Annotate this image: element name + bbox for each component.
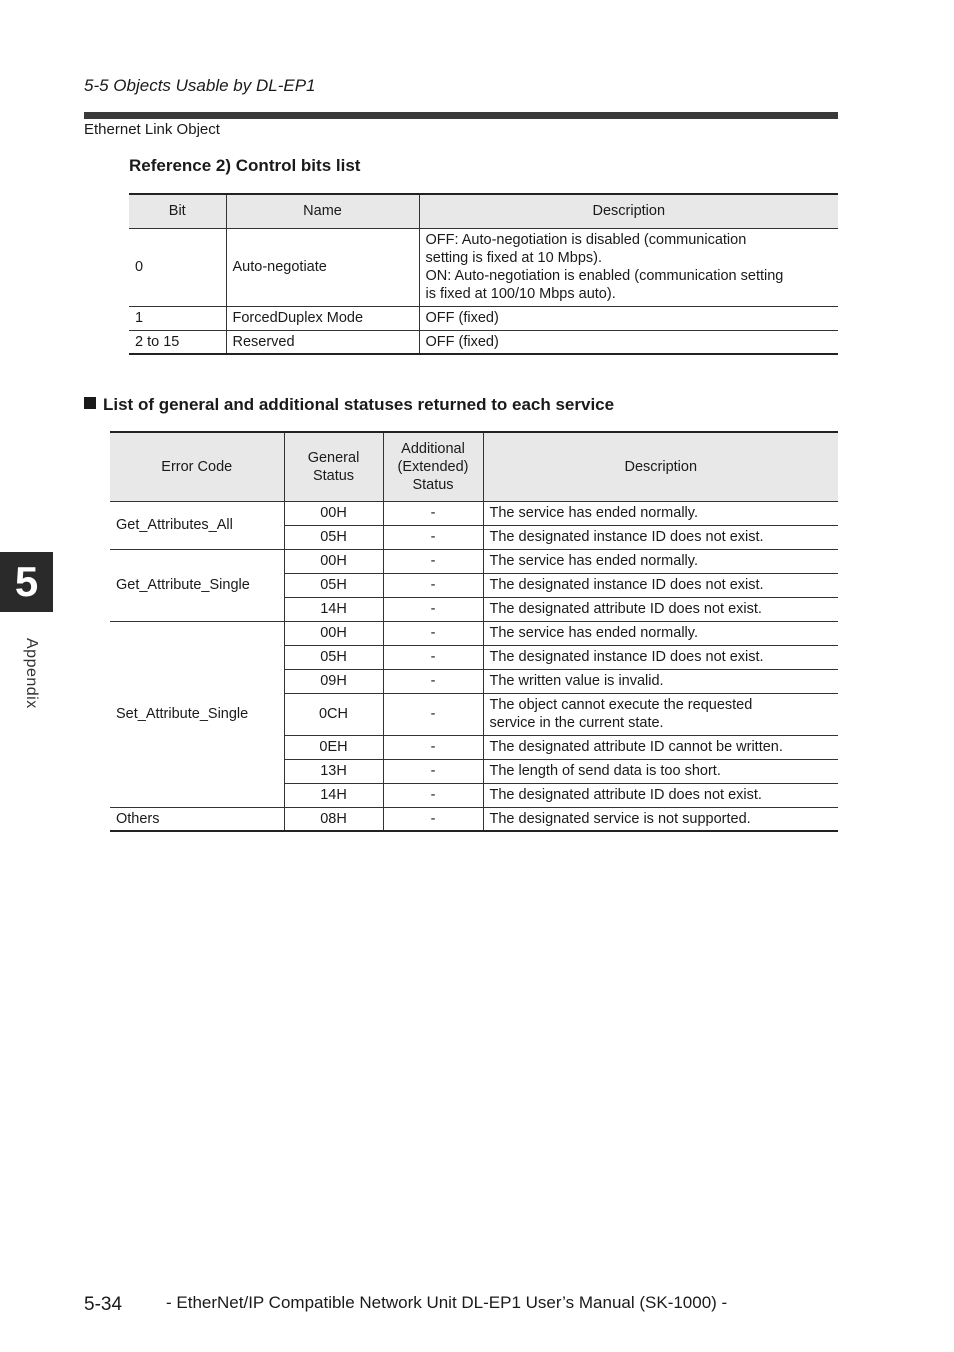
description-cell	[483, 693, 838, 735]
additional-status-cell: -	[383, 759, 483, 783]
status-table-body	[110, 501, 838, 831]
table-header-row	[110, 432, 838, 501]
description-line: The designated attribute ID cannot be written.	[489, 739, 783, 755]
additional-status-cell: -	[383, 525, 483, 549]
additional-status-cell: -	[383, 783, 483, 807]
description-cell	[483, 501, 838, 525]
description-line: setting is fixed at 10 Mbps).	[425, 250, 602, 266]
description-cell	[483, 573, 838, 597]
error-code-cell: Set_Attribute_Single	[110, 621, 284, 807]
description-cell	[483, 735, 838, 759]
general-status-cell: 0CH	[284, 693, 383, 735]
description-line: The length of send data is too short.	[489, 763, 721, 779]
name-cell: ForcedDuplex Mode	[226, 306, 419, 330]
description-line: The designated instance ID does not exist.	[489, 577, 764, 593]
description-cell	[483, 669, 838, 693]
description-cell	[483, 549, 838, 573]
header-line: Status	[312, 467, 355, 484]
general-status-cell: 05H	[284, 573, 383, 597]
control-bits-body	[129, 228, 838, 354]
additional-status-cell: -	[383, 549, 483, 573]
description-line: OFF: Auto-negotiation is disabled (communication	[425, 232, 747, 248]
general-status-cell: 00H	[284, 549, 383, 573]
chapter-label-text: Appendix	[23, 638, 40, 709]
header-rule	[84, 112, 838, 119]
description-line: is fixed at 100/10 Mbps auto).	[425, 286, 616, 302]
column-header-error-code: Error Code	[110, 432, 284, 501]
manual-title: - EtherNet/IP Compatible Network Unit DL-EP1 User’s Manual (SK-1000) -	[166, 1293, 728, 1312]
table-row	[110, 549, 838, 573]
additional-status-cell: -	[383, 645, 483, 669]
table-row	[129, 330, 838, 354]
chapter-tab: 5	[0, 552, 53, 612]
status-list-heading-text: List of general and additional statuses returned to each service	[103, 395, 615, 414]
description-line: The designated instance ID does not exist.	[489, 649, 764, 665]
page-number: 5-34	[84, 1294, 123, 1315]
additional-status-cell: -	[383, 597, 483, 621]
additional-status-cell: -	[383, 501, 483, 525]
description-line: service in the current state.	[489, 715, 664, 731]
description-line: The designated instance ID does not exist.	[489, 529, 764, 545]
general-status-cell: 00H	[284, 621, 383, 645]
square-bullet-icon	[84, 397, 96, 409]
bit-cell: 2 to 15	[129, 330, 226, 354]
additional-status-cell: -	[383, 807, 483, 831]
description-cell	[483, 645, 838, 669]
additional-status-cell: -	[383, 573, 483, 597]
description-line: The object cannot execute the requested	[489, 697, 753, 713]
description-line: The service has ended normally.	[489, 553, 698, 569]
column-header-description: Description	[419, 194, 838, 228]
description-line: The service has ended normally.	[489, 505, 698, 521]
table-row	[129, 306, 838, 330]
description-line: The designated attribute ID does not exist.	[489, 601, 762, 617]
column-header-name: Name	[226, 194, 419, 228]
section-title: 5-5 Objects Usable by DL-EP1	[84, 76, 316, 95]
table-row	[110, 621, 838, 645]
description-line: OFF (fixed)	[425, 310, 499, 326]
table-row	[129, 228, 838, 306]
description-cell	[419, 228, 838, 306]
bit-cell: 1	[129, 306, 226, 330]
general-status-cell: 05H	[284, 525, 383, 549]
description-cell	[483, 621, 838, 645]
description-cell	[483, 807, 838, 831]
header-line: Status	[412, 476, 454, 493]
description-line: The service has ended normally.	[489, 625, 698, 641]
additional-status-cell: -	[383, 669, 483, 693]
chapter-side-label	[20, 638, 40, 728]
general-status-cell: 13H	[284, 759, 383, 783]
additional-status-cell: -	[383, 693, 483, 735]
additional-status-cell: -	[383, 735, 483, 759]
description-cell	[483, 783, 838, 807]
table-row	[110, 807, 838, 831]
column-header-bit: Bit	[129, 194, 226, 228]
description-cell	[419, 306, 838, 330]
header-line: Additional	[401, 440, 465, 457]
general-status-cell: 14H	[284, 597, 383, 621]
general-status-cell: 0EH	[284, 735, 383, 759]
column-header-description: Description	[483, 432, 838, 501]
error-code-cell: Others	[110, 807, 284, 831]
control-bits-heading: Reference 2) Control bits list	[129, 156, 361, 175]
general-status-cell: 14H	[284, 783, 383, 807]
description-line: The written value is invalid.	[489, 673, 664, 689]
general-status-cell: 05H	[284, 645, 383, 669]
description-line: The designated service is not supported.	[489, 810, 751, 827]
description-line: ON: Auto-negotiation is enabled (communication setting	[425, 268, 784, 284]
description-cell	[419, 330, 838, 354]
description-cell	[483, 597, 838, 621]
additional-status-cell: -	[383, 621, 483, 645]
object-label: Ethernet Link Object	[84, 121, 220, 138]
column-header-general-status	[284, 432, 383, 501]
error-code-cell: Get_Attributes_All	[110, 501, 284, 549]
name-cell: Auto-negotiate	[226, 228, 419, 306]
table-header-row	[129, 194, 838, 228]
header-line: General	[307, 449, 360, 466]
header-line: (Extended)	[397, 458, 469, 475]
status-list-heading	[84, 395, 614, 415]
table-row	[110, 501, 838, 525]
general-status-cell: 08H	[284, 807, 383, 831]
description-cell	[483, 525, 838, 549]
bit-cell: 0	[129, 228, 226, 306]
status-table	[110, 431, 838, 832]
error-code-cell: Get_Attribute_Single	[110, 549, 284, 621]
general-status-cell: 00H	[284, 501, 383, 525]
control-bits-table	[129, 193, 838, 355]
column-header-additional-status	[383, 432, 483, 501]
description-cell	[483, 759, 838, 783]
description-line: The designated attribute ID does not exist.	[489, 787, 762, 803]
description-line: OFF (fixed)	[425, 333, 499, 350]
name-cell: Reserved	[226, 330, 419, 354]
general-status-cell: 09H	[284, 669, 383, 693]
